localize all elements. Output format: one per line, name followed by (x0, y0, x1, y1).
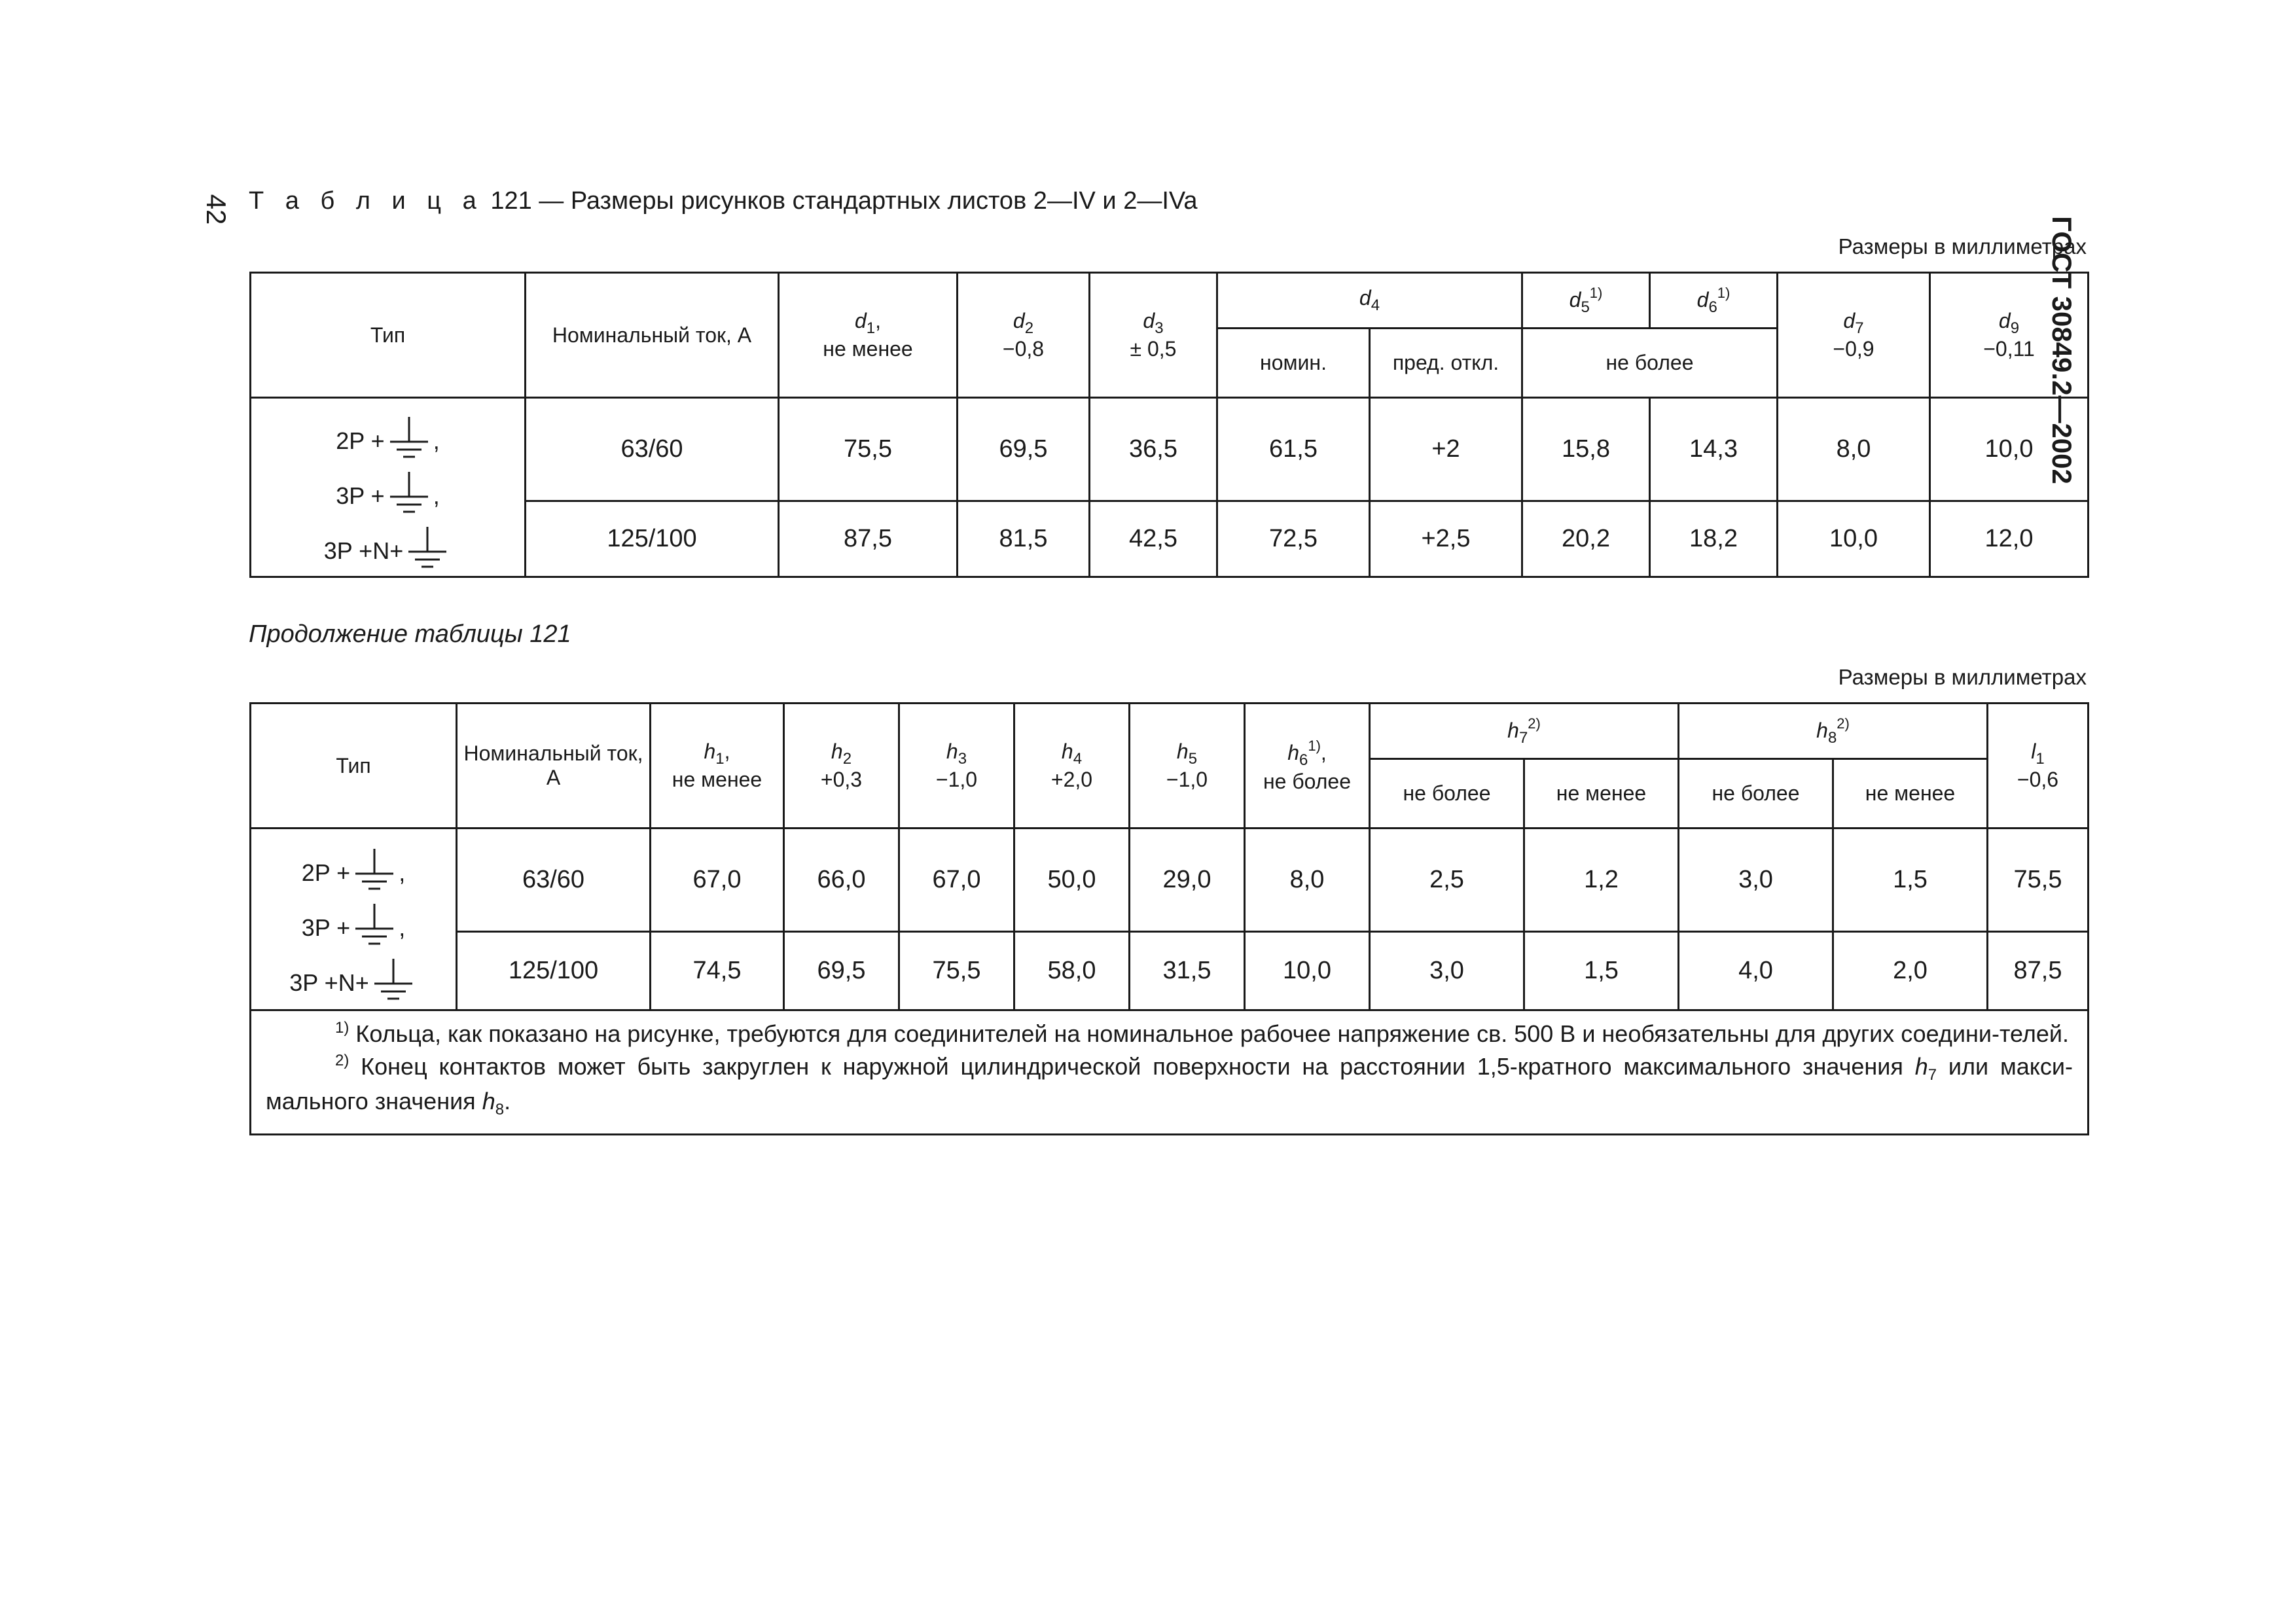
table-cell: 81,5 (958, 501, 1090, 577)
table-cell: 10,0 (1930, 398, 2089, 501)
header-h4: $h_4$ +2,0 (1014, 704, 1130, 829)
units-note-table1: Размеры в миллиметрах (1838, 234, 2087, 259)
header-d5: $d_5^{1)}$ (1522, 273, 1650, 329)
table-cell: 14,3 (1650, 398, 1778, 501)
table-cell: 67,0 (651, 829, 784, 932)
table-cell: 8,0 (1778, 398, 1930, 501)
type-line-3pn: 3P +N+ (251, 515, 524, 570)
type-cell (251, 398, 526, 577)
table-cell: 1,2 (1524, 829, 1679, 932)
table-cell: 36,5 (1090, 398, 1217, 501)
document-code: ГОСТ 30849.2—2002 (2047, 216, 2077, 484)
table-cell: 1,5 (1524, 932, 1679, 1010)
header-d1: $d_1$, не менее (779, 273, 958, 398)
table-cell: 75,5 (899, 932, 1014, 1010)
header-h6: $h_6^{1)}$, не более (1245, 704, 1370, 829)
table-cell: 63/60 (457, 829, 651, 932)
table-cell: 72,5 (1217, 501, 1370, 577)
header-h8-min: не менее (1833, 759, 1988, 829)
table-121 (249, 272, 2089, 578)
header-type: Тип (251, 273, 526, 398)
table-cell: 87,5 (1988, 932, 2089, 1010)
header-h3: $h_3$ −1,0 (899, 704, 1014, 829)
table-121-continued (249, 702, 2089, 1135)
table-cell: 75,5 (1988, 829, 2089, 932)
header-h8-max: не более (1679, 759, 1833, 829)
table-cell: 66,0 (784, 829, 899, 932)
type-line-2p: 2P + , (251, 405, 524, 460)
header-d9: $d_9$ −0,11 (1930, 273, 2089, 398)
header-h2: $h_2$ +0,3 (784, 704, 899, 829)
header-d7: $d_7$ −0,9 (1778, 273, 1930, 398)
caption-text: 121 — Размеры рисунков стандартных листов 2—IV и 2—IVa (483, 187, 1198, 215)
header-current: Номинальный ток, А (526, 273, 779, 398)
type-line-3p: 3P + , (251, 460, 524, 515)
ground-icon (351, 847, 397, 892)
footnote-2: $^{2)}$ Конец контактов может быть закруглен к наружной цилиндрической поверхности на расстоянии 1,5-кратного максимального значения $h_7$ или макси-мального значения $h_8$. (266, 1051, 2073, 1118)
header-d4: $d_4$ (1217, 273, 1522, 329)
table-cell: 18,2 (1650, 501, 1778, 577)
header-type: Тип (251, 704, 457, 829)
table-cell: 75,5 (779, 398, 958, 501)
table-cell: 2,5 (1370, 829, 1524, 932)
table-cell: 4,0 (1679, 932, 1833, 1010)
table-cell: 10,0 (1245, 932, 1370, 1010)
header-h1: $h_1$, не менее (651, 704, 784, 829)
table-cell: 3,0 (1679, 829, 1833, 932)
table-cell: 67,0 (899, 829, 1014, 932)
table-cell: 20,2 (1522, 501, 1650, 577)
table-cell: 63/60 (526, 398, 779, 501)
header-current: Номинальный ток, А (457, 704, 651, 829)
header-d6: $d_6^{1)}$ (1650, 273, 1778, 329)
page-number: 42 (201, 194, 232, 225)
table-cell: 12,0 (1930, 501, 2089, 577)
footnote-1: $^{1)}$ Кольца, как показано на рисунке, требуются для соединителей на номинальное рабочее напряжение св. 500 В и необязательны для других соедини-телей. (335, 1019, 2070, 1047)
table-cell: 61,5 (1217, 398, 1370, 501)
table-cell: 50,0 (1014, 829, 1130, 932)
ground-icon (386, 416, 432, 460)
ground-icon (370, 957, 416, 1002)
table-cell: +2,5 (1370, 501, 1522, 577)
type-line-3p: 3P + , (251, 892, 456, 947)
table-cell: 69,5 (958, 398, 1090, 501)
header-d4-nominal: номин. (1217, 329, 1370, 398)
header-h8: $h_8^{2)}$ (1679, 704, 1988, 759)
table-caption (249, 187, 1198, 215)
table-cell: 58,0 (1014, 932, 1130, 1010)
ground-icon (386, 471, 432, 515)
table-cell: 3,0 (1370, 932, 1524, 1010)
table-cell: 15,8 (1522, 398, 1650, 501)
caption-prefix: Т а б л и ц а (249, 187, 484, 215)
continuation-caption: Продолжение таблицы 121 (249, 620, 571, 648)
table-cell: 42,5 (1090, 501, 1217, 577)
table-cell: 74,5 (651, 932, 784, 1010)
table-cell: 1,5 (1833, 829, 1988, 932)
ground-icon (351, 902, 397, 947)
table-cell: 29,0 (1130, 829, 1245, 932)
table-notes (251, 1010, 2089, 1135)
header-l1: $l_1$ −0,6 (1988, 704, 2089, 829)
table-cell: 10,0 (1778, 501, 1930, 577)
units-note-table2: Размеры в миллиметрах (1838, 665, 2087, 689)
table-cell: 87,5 (779, 501, 958, 577)
type-cell (251, 829, 457, 1010)
type-line-3pn: 3P +N+ (251, 947, 456, 1002)
header-d3: $d_3$ ± 0,5 (1090, 273, 1217, 398)
type-line-2p: 2P + , (251, 837, 456, 892)
header-d5-d6-limit: не более (1522, 329, 1778, 398)
table-cell: +2 (1370, 398, 1522, 501)
header-h7: $h_7^{2)}$ (1370, 704, 1679, 759)
table-cell: 69,5 (784, 932, 899, 1010)
table-cell: 8,0 (1245, 829, 1370, 932)
header-d2: $d_2$ −0,8 (958, 273, 1090, 398)
header-h7-min: не менее (1524, 759, 1679, 829)
table-cell: 2,0 (1833, 932, 1988, 1010)
ground-icon (404, 526, 450, 570)
header-h5: $h_5$ −1,0 (1130, 704, 1245, 829)
table-cell: 31,5 (1130, 932, 1245, 1010)
table-cell: 125/100 (457, 932, 651, 1010)
header-d4-deviation: пред. откл. (1370, 329, 1522, 398)
table-cell: 125/100 (526, 501, 779, 577)
header-h7-max: не более (1370, 759, 1524, 829)
